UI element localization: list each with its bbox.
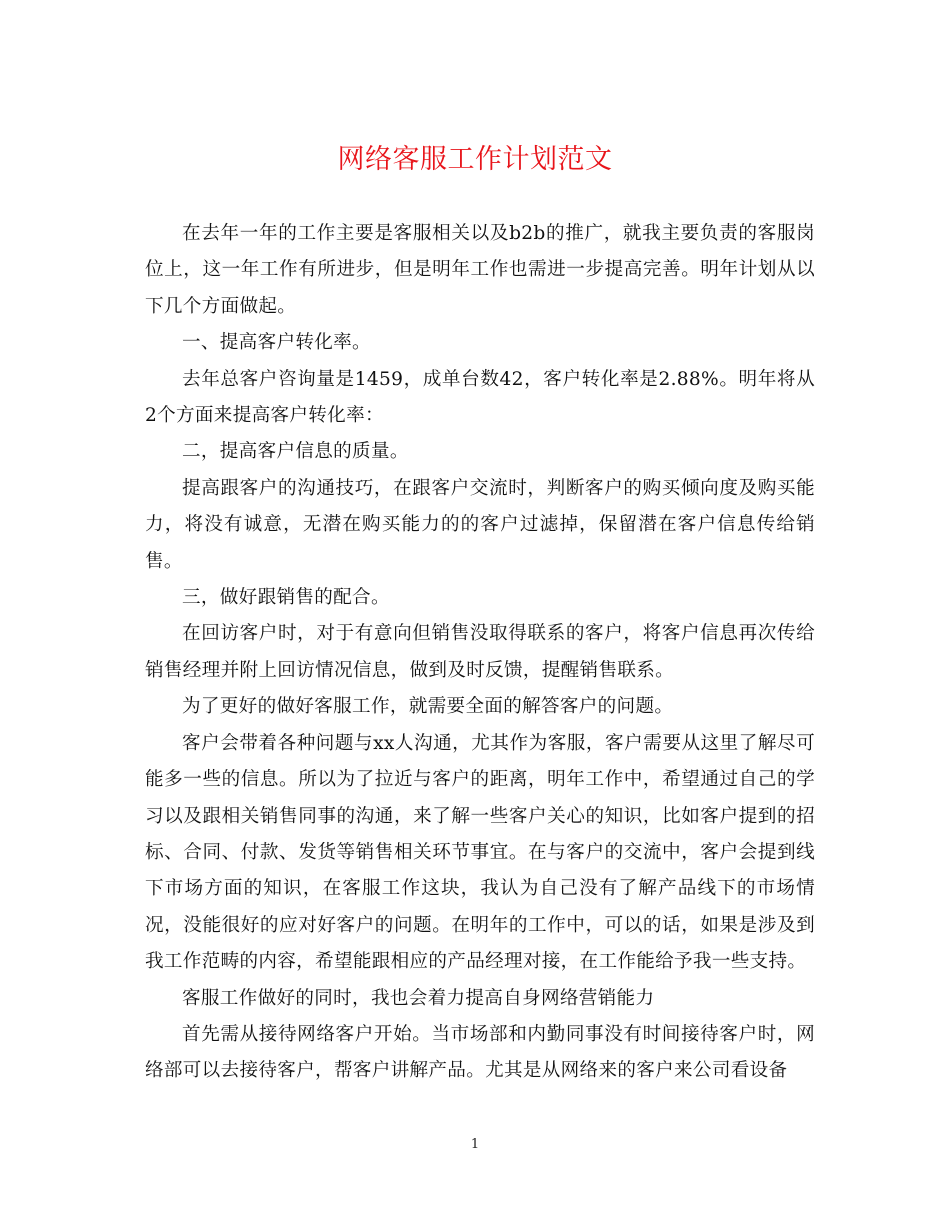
section-heading-conversion-rate: 一、提高客户转化率。 [182, 332, 371, 354]
page-number: 1 [470, 1137, 480, 1152]
paragraph-customer-knowledge: 客户会带着各种问题与xx人沟通，尤其作为客服，客户需要从这里了解尽可能多一些的信息。所以为了拉近与客户的距离，明年工作中，希望通过自己的学习以及跟相关销售同事的沟通，来了解一些客户关心的知识，比如客户提到的招标、合同、付款、发货等销售相关环节事宜。在与客户的交流中，客户会提到线下市场方面的知识，在客服工作这块，我认为自己没有了解产品线下的市场情况，没能很好的应对好客户的问题。在明年的工作中，可以的话，如果是涉及到我工作范畴的内容，希望能跟相应的产品经理对接，在工作能给予我一些支持。 [145, 732, 815, 973]
paragraph-communication-skills: 提高跟客户的沟通技巧，在跟客户交流时，判断客户的购买倾向度及购买能力，将没有诚意，无潜在购买能力的的客户过滤掉，保留潜在客户信息传给销售。 [145, 477, 815, 572]
document-title: 网络客服工作计划范文 [337, 144, 613, 175]
section-heading-info-quality: 二，提高客户信息的质量。 [182, 441, 409, 463]
paragraph-answer-questions: 为了更好的做好客服工作，就需要全面的解答客户的问题。 [182, 696, 674, 718]
paragraph-follow-up: 在回访客户时，对于有意向但销售没取得联系的客户，将客户信息再次传给销售经理并附上回访情况信息，做到及时反馈，提醒销售联系。 [145, 623, 815, 681]
document-body [145, 216, 815, 1090]
paragraph-conversion-stats: 去年总客户咨询量是1459，成单台数42，客户转化率是2.88%。明年将从2个方面来提高客户转化率： [145, 368, 815, 427]
paragraph-reception: 首先需从接待网络客户开始。当市场部和内勤同事没有时间接待客户时，网络部可以去接待客户，帮客户讲解产品。尤其是从网络来的客户来公司看设备 [145, 1023, 815, 1082]
section-heading-sales-cooperation: 三，做好跟销售的配合。 [182, 587, 390, 609]
paragraph-marketing-ability: 客服工作做好的同时，我也会着力提高自身网络营销能力 [182, 987, 655, 1009]
paragraph-intro: 在去年一年的工作主要是客服相关以及b2b的推广，就我主要负责的客服岗位上，这一年工作有所进步，但是明年工作也需进一步提高完善。明年计划从以下几个方面做起。 [145, 223, 815, 317]
